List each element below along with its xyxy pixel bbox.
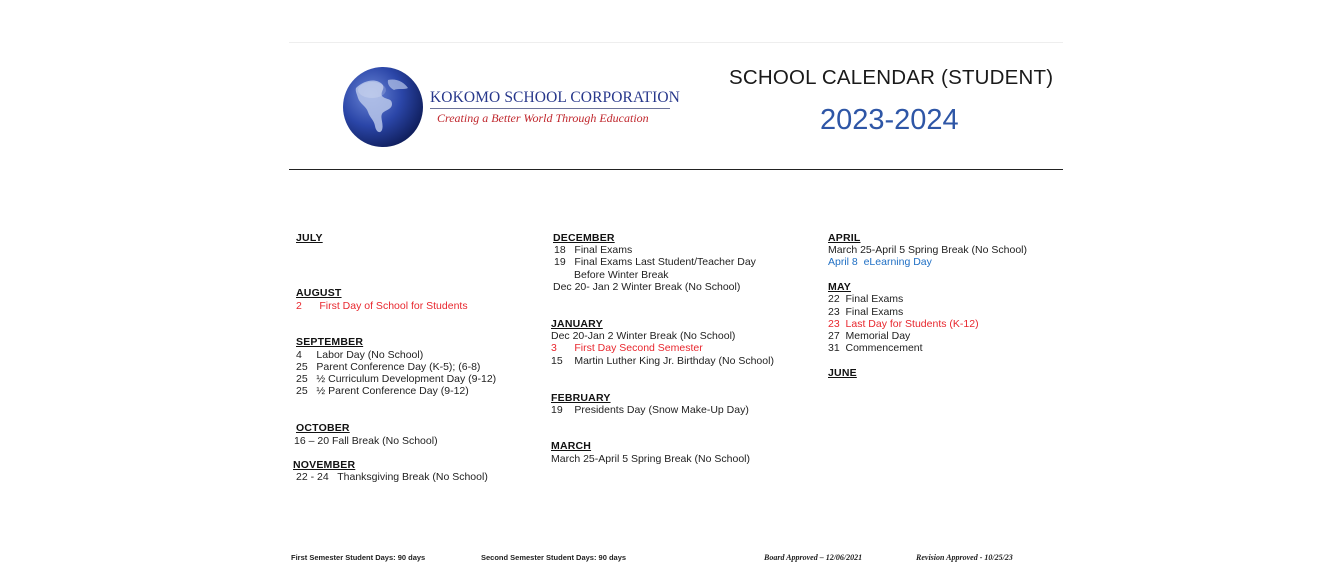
month-april: APRIL [828, 232, 861, 244]
month-july: JULY [296, 232, 323, 244]
globe-icon [342, 66, 424, 148]
calendar-year: 2023-2024 [820, 104, 959, 136]
event-oct-fall-break: 16 – 20 Fall Break (No School) [294, 435, 438, 447]
event-apr-spring-break: March 25-April 5 Spring Break (No School) [828, 244, 1027, 256]
event-may-final-exams-22: 22 Final Exams [828, 293, 904, 305]
school-logo [342, 66, 682, 150]
event-jan-winter-break: Dec 20-Jan 2 Winter Break (No School) [551, 330, 736, 342]
month-february: FEBRUARY [551, 392, 611, 404]
event-jan-mlk-day: 15 Martin Luther King Jr. Birthday (No School) [551, 355, 774, 367]
event-nov-thanksgiving: 22 - 24 Thanksgiving Break (No School) [296, 471, 488, 483]
month-june: JUNE [828, 367, 857, 379]
footer-first-semester: First Semester Student Days: 90 days [291, 553, 426, 562]
month-may: MAY [828, 281, 851, 293]
org-name: KOKOMO SCHOOL CORPORATION [430, 89, 680, 106]
event-sep-curriculum-day: 25 ½ Curriculum Development Day (9-12) [296, 373, 497, 385]
month-november: NOVEMBER [293, 459, 356, 471]
event-dec-winter-break: Dec 20- Jan 2 Winter Break (No School) [553, 281, 741, 293]
event-may-final-exams-23: 23 Final Exams [828, 306, 904, 318]
event-may-commencement: 31 Commencement [828, 342, 923, 354]
event-aug-first-day: 2 First Day of School for Students [296, 300, 468, 312]
month-october: OCTOBER [296, 422, 350, 434]
event-jan-second-semester: 3 First Day Second Semester [551, 342, 703, 354]
org-tagline: Creating a Better World Through Education [437, 111, 649, 125]
event-dec-last-day-cont: Before Winter Break [574, 269, 669, 281]
calendar-title: SCHOOL CALENDAR (STUDENT) [729, 66, 1054, 89]
top-divider [289, 42, 1063, 43]
month-january: JANUARY [551, 318, 603, 330]
event-dec-final-exams: 18 Final Exams [554, 244, 633, 256]
event-sep-labor-day: 4 Labor Day (No School) [296, 349, 424, 361]
month-december: DECEMBER [553, 232, 615, 244]
event-mar-spring-break: March 25-April 5 Spring Break (No School) [551, 453, 750, 465]
footer-board-approved: Board Approved – 12/06/2021 [764, 553, 863, 562]
event-apr-elearning-day: April 8 eLearning Day [828, 256, 932, 268]
event-feb-presidents-day: 19 Presidents Day (Snow Make-Up Day) [551, 404, 749, 416]
month-september: SEPTEMBER [296, 336, 364, 348]
event-sep-half-conference: 25 ½ Parent Conference Day (9-12) [296, 385, 469, 397]
event-may-last-day: 23 Last Day for Students (K-12) [828, 318, 979, 330]
event-may-memorial-day: 27 Memorial Day [828, 330, 911, 342]
month-august: AUGUST [296, 287, 342, 299]
month-march: MARCH [551, 440, 592, 452]
org-name-rule [430, 108, 670, 109]
event-dec-last-day: 19 Final Exams Last Student/Teacher Day [554, 256, 756, 268]
footer-revision-approved: Revision Approved - 10/25/23 [916, 553, 1013, 562]
header-divider [289, 169, 1063, 170]
footer-second-semester: Second Semester Student Days: 90 days [481, 553, 627, 562]
event-sep-parent-conference: 25 Parent Conference Day (K-5); (6-8) [296, 361, 481, 373]
